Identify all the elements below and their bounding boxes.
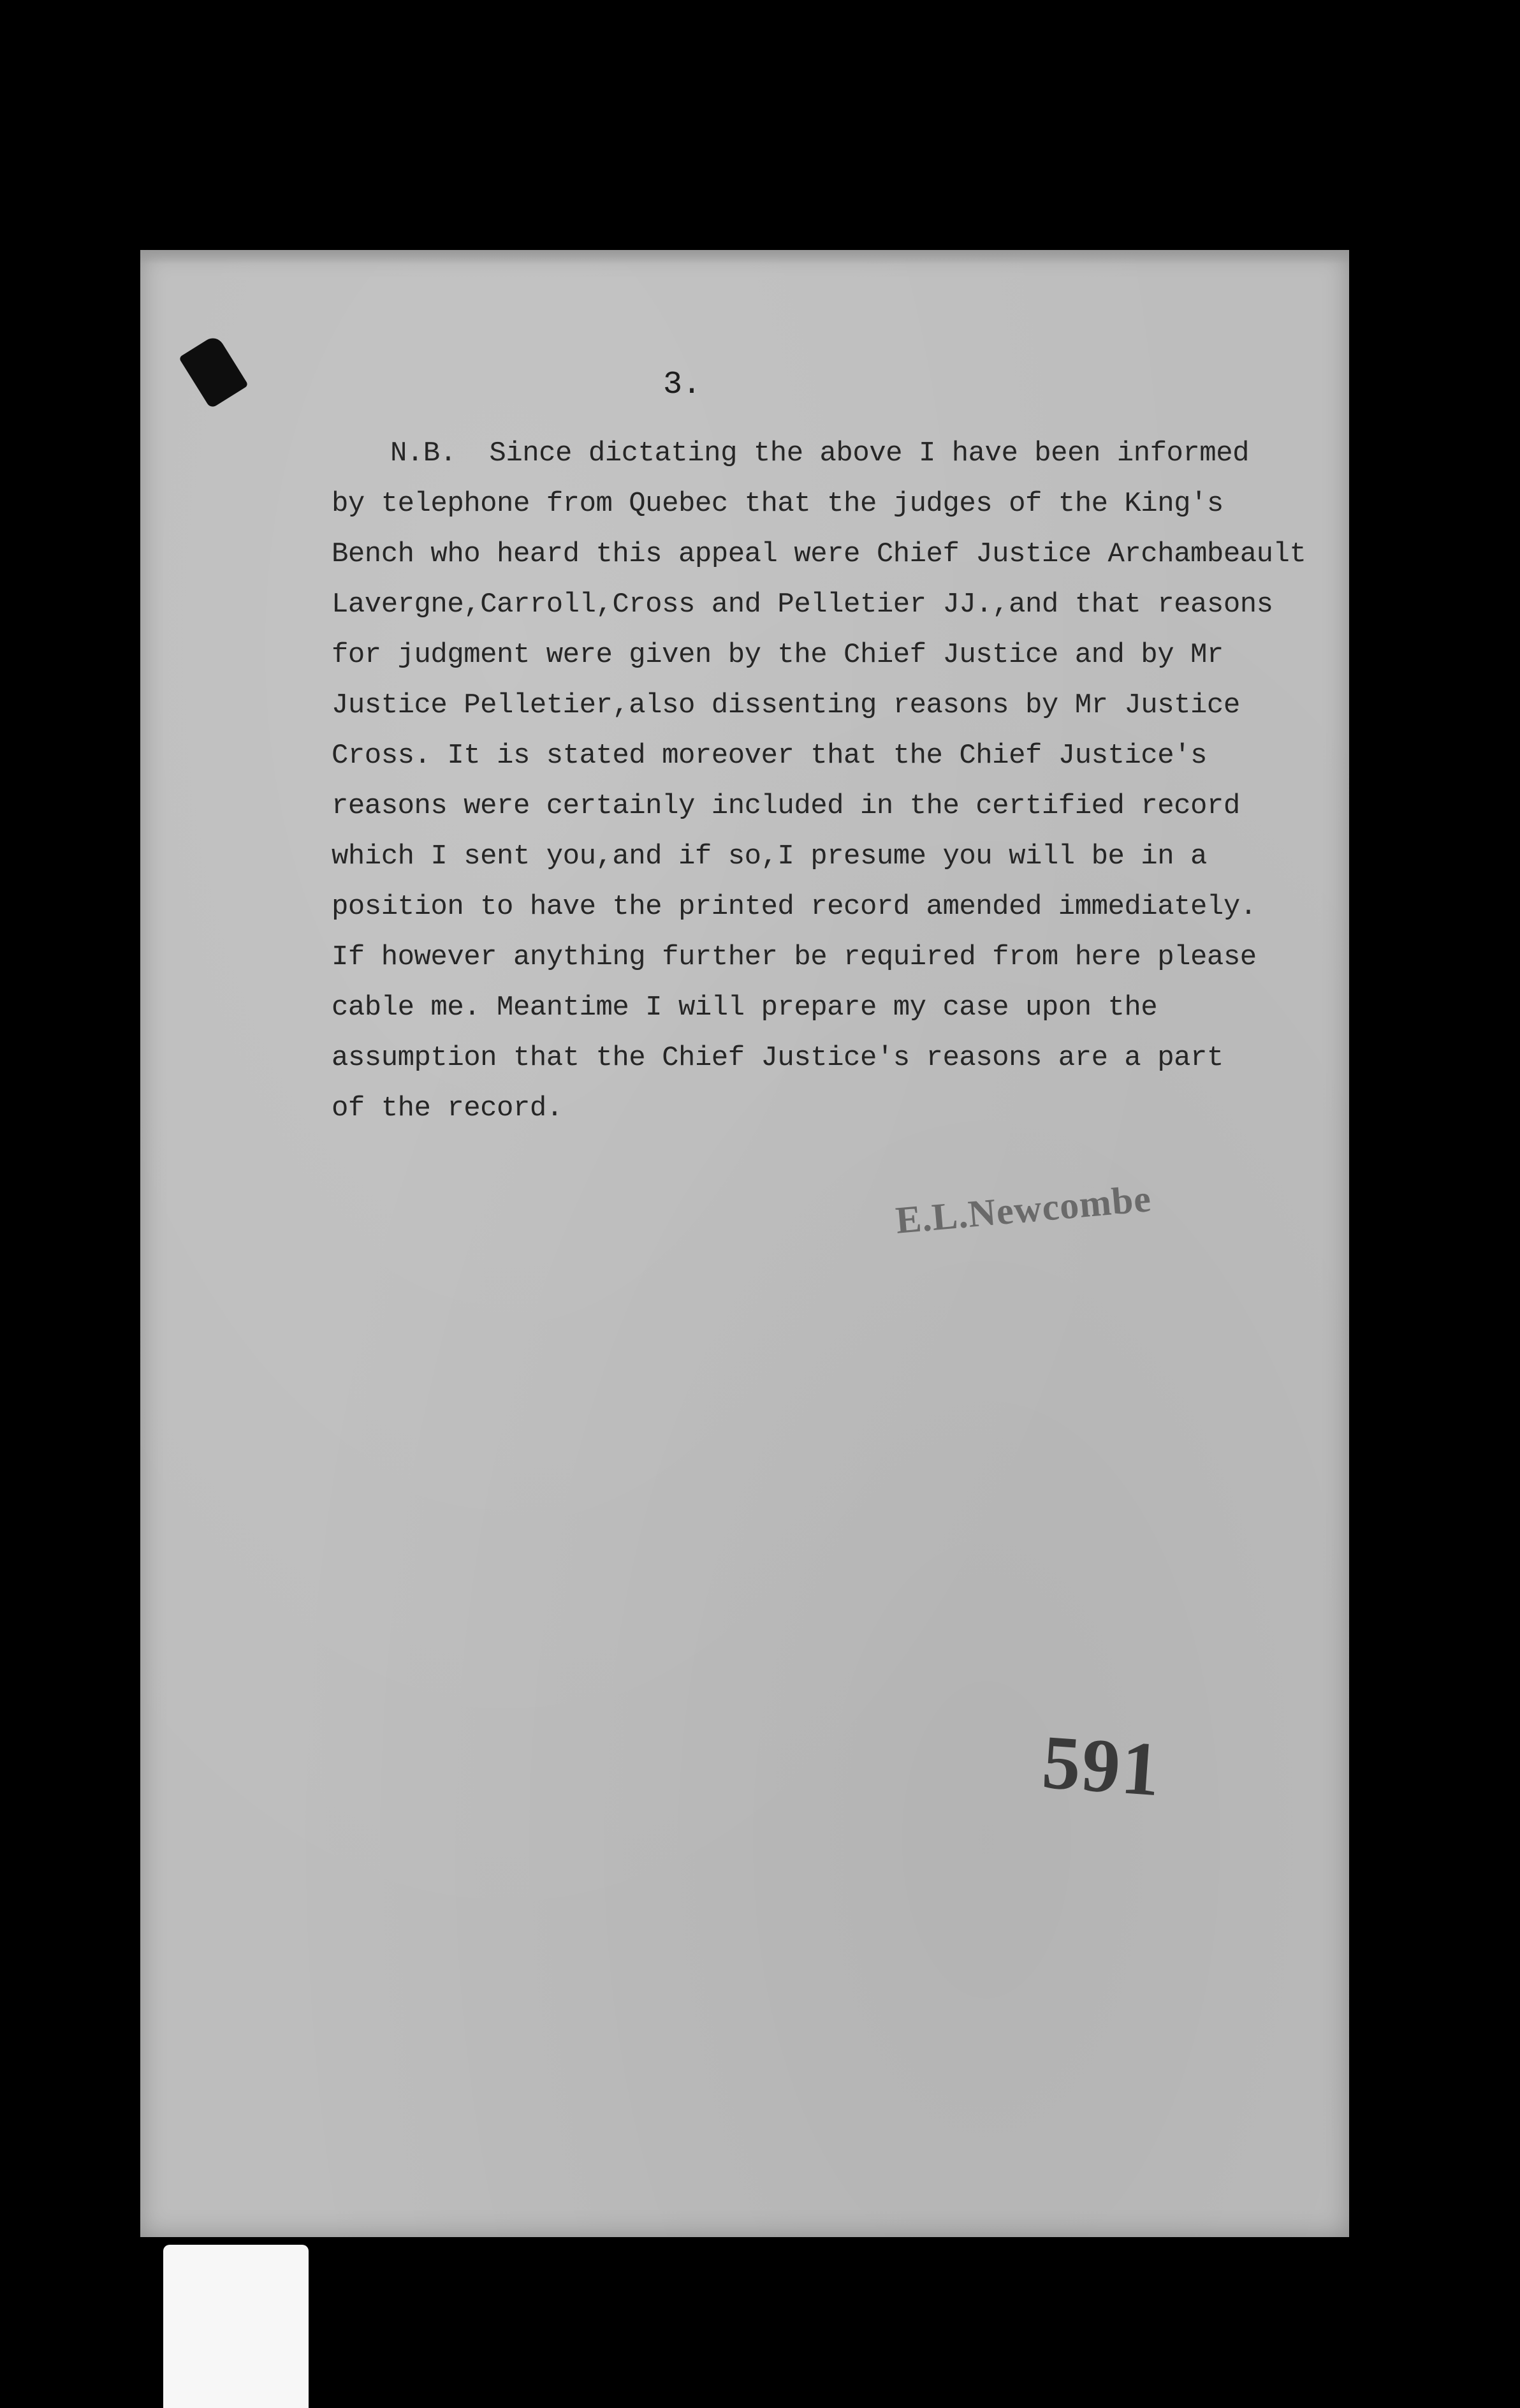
- body-line: assumption that the Chief Justice's reasons are a part: [332, 1042, 1224, 1074]
- body-line: If however anything further be required from here please: [332, 941, 1257, 973]
- body-line: which I sent you,and if so,I presume you will be in a: [332, 841, 1207, 872]
- body-line: Justice Pelletier,also dissenting reasons by Mr Justice: [332, 689, 1240, 721]
- body-line: Cross. It is stated moreover that the Chief Justice's: [332, 740, 1207, 772]
- body-line: Bench who heard this appeal were Chief Justice Archambeault: [332, 538, 1306, 570]
- page-top-edge: [140, 250, 1349, 264]
- body-line: Lavergne,Carroll,Cross and Pelletier JJ.,and that reasons: [332, 589, 1273, 620]
- page-number: 3.: [663, 367, 702, 403]
- signature-stamp: E.L.Newcombe: [894, 1177, 1153, 1242]
- folio-number: 591: [1039, 1719, 1164, 1812]
- body-line: of the record.: [332, 1092, 563, 1124]
- body-line: position to have the printed record amended immediately.: [332, 891, 1257, 923]
- body-line: cable me. Meantime I will prepare my case upon the: [332, 992, 1158, 1024]
- body-line: reasons were certainly included in the certified record: [332, 790, 1240, 822]
- body-line: by telephone from Quebec that the judges of the King's: [332, 488, 1224, 520]
- body-line: for judgment were given by the Chief Justice and by Mr: [332, 639, 1224, 671]
- body-line: N.B. Since dictating the above I have been informed: [390, 437, 1250, 469]
- letter-body: [332, 429, 1326, 1134]
- archive-label-patch: [163, 2245, 309, 2408]
